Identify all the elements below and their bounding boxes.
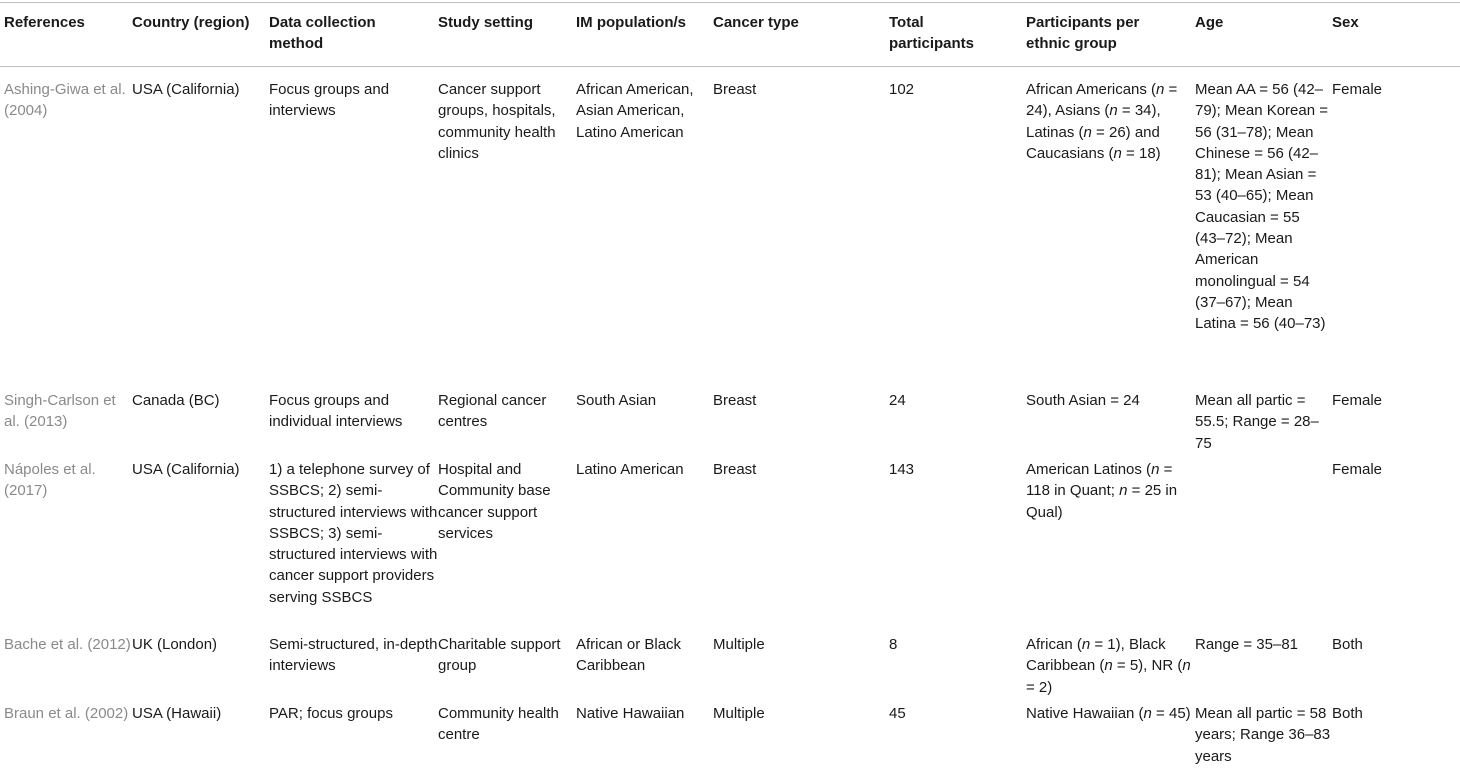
header-ethnic (1026, 12, 1195, 66)
cell-total: 45 (889, 705, 906, 722)
cell-method: PAR; focus groups (269, 705, 393, 722)
cell-population: African American, Asian American, Latino American (576, 81, 694, 141)
cell-method: Semi-structured, in-depth interviews (269, 636, 438, 675)
n-symbol: n (1151, 461, 1160, 478)
cell-cancer: Multiple (713, 636, 765, 653)
cell-total: 143 (889, 461, 915, 478)
cell-setting: Regional cancer centres (438, 392, 547, 431)
header-setting: Study setting (438, 14, 534, 31)
cell-reference: Singh-Carlson et al. (2013) (4, 392, 116, 431)
cell-setting: Charitable support group (438, 636, 561, 675)
cell-age: Mean all partic = 58 years; Range 36–83 years (1195, 705, 1331, 765)
header-ethnic-line2: ethnic group (1026, 35, 1117, 53)
cell-country: USA (California) (132, 461, 240, 478)
cell-sex: Female (1332, 461, 1383, 478)
cell-total: 102 (889, 81, 915, 98)
cell-country: UK (London) (132, 636, 218, 653)
cell-cancer: Multiple (713, 705, 765, 722)
n-symbol: n (1083, 123, 1092, 141)
cell-reference: Braun et al. (2002) (4, 705, 129, 722)
table-body (0, 66, 1460, 767)
cell-reference: Bache et al. (2012) (4, 636, 131, 653)
header-total-line2: participants (889, 35, 975, 53)
data-table (0, 12, 1460, 767)
table-row (0, 66, 1460, 390)
cell-method: Focus groups and interviews (269, 81, 390, 120)
cell-population: African or Black Caribbean (576, 636, 682, 675)
ethnic-text: = 5), NR ( (1112, 657, 1183, 675)
ethnic-text: = 18) (1121, 144, 1161, 162)
ethnic-text: = 118 in Quant; (1026, 461, 1173, 500)
cell-cancer: Breast (713, 392, 757, 409)
cell-country: USA (California) (132, 81, 240, 98)
ethnic-text: = 1), Black Caribbean ( (1026, 636, 1166, 675)
ethnic-text: = 24), Asians ( (1026, 81, 1178, 120)
ethnic-text: = 34), Latinas ( (1026, 102, 1161, 141)
cell-total: 24 (889, 392, 906, 409)
cell-ethnic (1026, 634, 1195, 703)
ethnic-text: African ( (1026, 636, 1082, 653)
cell-setting: Community health centre (438, 705, 559, 744)
cell-cancer: Breast (713, 81, 757, 98)
cell-sex: Both (1332, 636, 1363, 653)
ethnic-text: = 26) and Caucasians ( (1026, 123, 1160, 162)
ethnic-text: South Asian = 24 (1026, 392, 1140, 409)
n-symbol: n (1081, 636, 1091, 653)
n-symbol: n (1119, 482, 1128, 500)
cell-total: 8 (889, 636, 898, 653)
header-total (889, 12, 1026, 66)
cell-cancer: Breast (713, 461, 757, 478)
ethnic-text: = 45) (1151, 705, 1191, 722)
header-ethnic-line1: Participants per (1026, 14, 1140, 31)
ethnic-text: = 25 in Qual) (1026, 482, 1178, 521)
cell-setting: Cancer support groups, hospitals, community health clinics (438, 81, 556, 162)
cell-age: Mean all partic = 55.5; Range = 28–75 (1195, 392, 1319, 452)
cell-ethnic (1026, 459, 1195, 634)
cell-sex: Female (1332, 81, 1383, 98)
cell-ethnic (1026, 390, 1195, 459)
cell-country: USA (Hawaii) (132, 705, 222, 722)
cell-population: Latino American (576, 461, 684, 478)
cell-ethnic (1026, 703, 1195, 767)
n-symbol: n (1156, 81, 1165, 98)
ethnic-text: Native Hawaiian ( (1026, 705, 1144, 722)
n-symbol: n (1182, 657, 1191, 675)
header-row (0, 12, 1460, 66)
header-method-line1: Data collection (269, 14, 376, 31)
cell-method: Focus groups and individual interviews (269, 392, 403, 431)
header-total-line1: Total (889, 14, 924, 31)
cell-reference: Ashing-Giwa et al. (2004) (4, 81, 126, 120)
cell-reference: Nápoles et al. (2017) (4, 461, 96, 500)
cell-population: South Asian (576, 392, 657, 409)
n-symbol: n (1104, 657, 1113, 675)
cell-sex: Female (1332, 392, 1383, 409)
table-row (0, 634, 1460, 703)
n-symbol: n (1143, 705, 1152, 722)
header-cancer: Cancer type (713, 14, 799, 31)
cell-ethnic (1026, 66, 1195, 390)
header-population: IM population/s (576, 14, 686, 31)
table-row (0, 390, 1460, 459)
n-symbol: n (1109, 102, 1118, 120)
ethnic-text: American Latinos ( (1026, 461, 1152, 478)
cell-sex: Both (1332, 705, 1363, 722)
top-rule (0, 2, 1460, 3)
cell-age: Mean AA = 56 (42–79); Mean Korean = 56 (31–78); Mean Chinese = 56 (42–81); Mean Asian = 53 (40–65); Mean Caucasian = 55 (43–72); Mean American monolingual = 54 (37–67); Mean Latina = 56 (40–73) (1195, 81, 1329, 333)
cell-age: Range = 35–81 (1195, 636, 1299, 653)
header-references: References (4, 14, 85, 31)
table-row (0, 459, 1460, 634)
cell-method: 1) a telephone survey of SSBCS; 2) semi-structured interviews with SSBCS; 3) semi-structured interviews with cancer support providers serving SSBCS (269, 461, 438, 606)
ethnic-text: African Americans ( (1026, 81, 1157, 98)
header-age: Age (1195, 14, 1224, 31)
n-symbol: n (1113, 144, 1122, 162)
ethnic-text: = 2) (1026, 678, 1053, 696)
header-method-line2: method (269, 35, 324, 53)
header-sex: Sex (1332, 14, 1359, 31)
cell-age (1195, 459, 1332, 634)
header-method (269, 12, 438, 66)
table-row (0, 703, 1460, 767)
cell-setting: Hospital and Community base cancer support services (438, 461, 551, 542)
header-country: Country (region) (132, 14, 250, 31)
cell-country: Canada (BC) (132, 392, 220, 409)
cell-population: Native Hawaiian (576, 705, 685, 722)
